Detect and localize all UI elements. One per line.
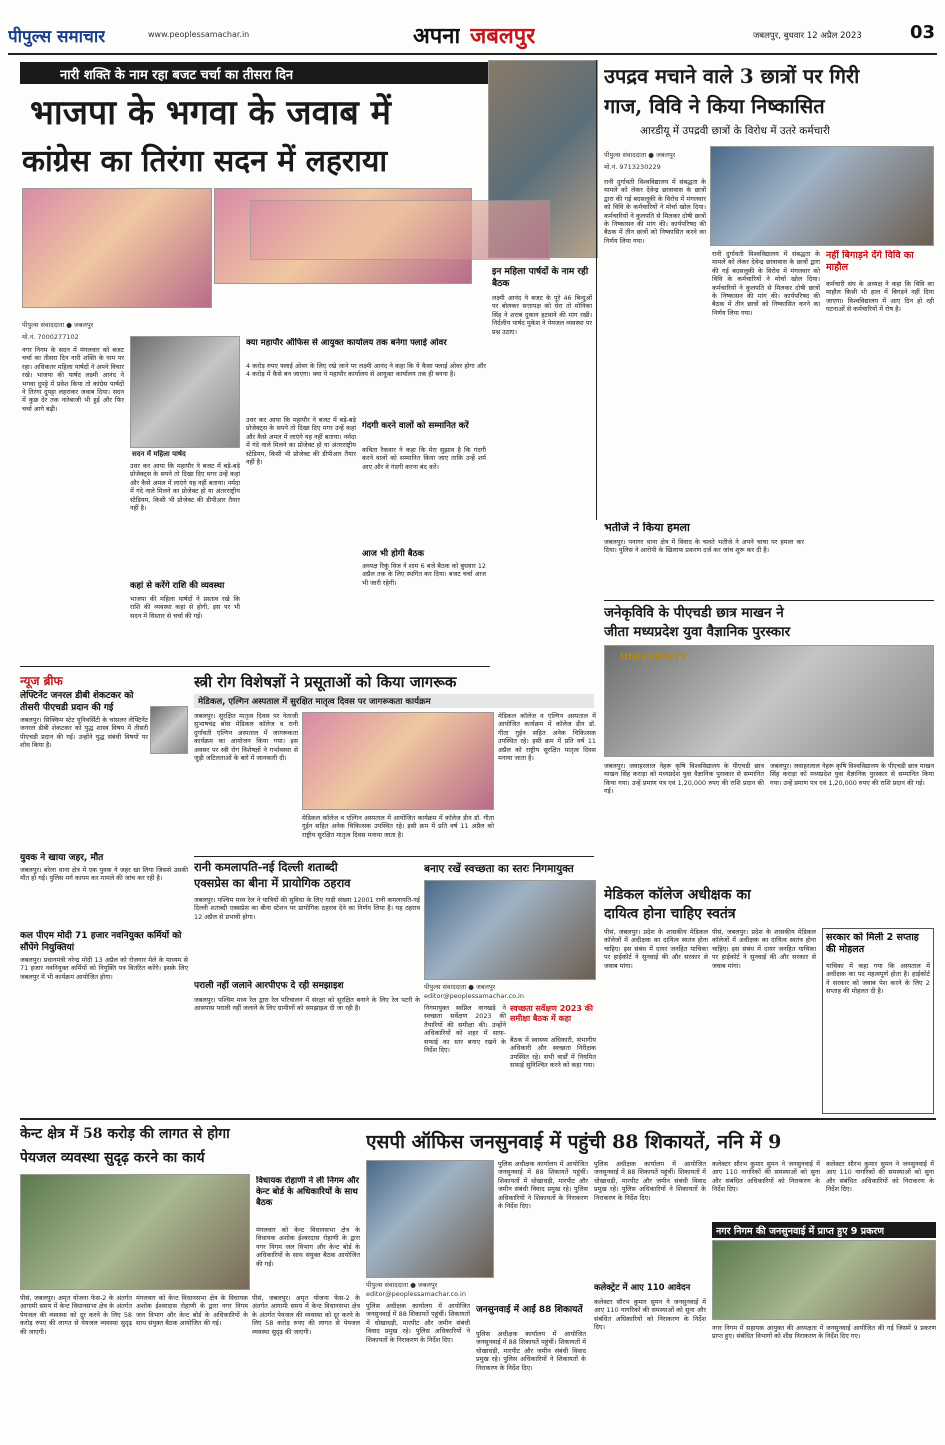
clean-credit: पीपुल्स संवाददाता ● जबलपुर [424, 983, 496, 991]
sp-email[interactable]: editor@peoplessamachar.co.in [366, 1290, 466, 1298]
budget-mobile: मो.नं. 7000277102 [22, 333, 79, 341]
budget-col2-body: उधर कर आया कि महापौर ने बजट में बड़े-बड़े प्रोजेक्ट्स के सपने तो दिखा दिए मगर उन्हें कहां और कैसे अमल में लाएंगे यह नहीं बताया। नर्मदा में गंदे नाले मिलने का प्रोजेक्ट हो या अंतरराष्ट्रीय स्टेडियम, किसी भी प्रोजेक्ट की डीपीआर तैयार नहीं है। [130, 462, 240, 513]
health-body-right: मेडिकल कॉलेज व एल्गिन अस्पताल में आयोजित कार्यक्रम में कॉलेज डीन डॉ. गीता गुईन सहित अनेक चिकित्सक उपस्थित रहे। इसी क्रम में प्रति वर्ष 11 अप्रैल को राष्ट्रीय सुरक्षित मातृत्व दिवस मनाया जाता है। [498, 712, 596, 763]
budget-body: नगर निगम के सदन में मंगलवार को बजट चर्चा का तीसरा दिन नारी शक्ति के नाम पर रहा। अधिकतर महिला पार्षदों ने अपने विचार रखे। भाजपा की पार्षद लक्ष्मी आनंद ने भगवा दुपट्टे में प्रवेश किया तो कांग्रेस पार्षदों ने तिरंगा दुपट्टा लहराकर जवाब दिया। सदन में कुछ देर तक नारेबाजी भी हुई और फिर चर्चा आगे बढ़ी। [22, 346, 124, 413]
health-deck: मेडिकल, एल्गिन अस्पताल में सुरक्षित मातृत्व दिवस पर जागरूकता कार्यक्रम [198, 697, 431, 707]
train-sub-body: जबलपुर। पश्चिम मध्य रेल द्वारा रेल परिचालन में संरक्षा को सुरक्षित बनाने के लिए रेल पटरी के आसपास पराली नहीं जलाने के लिए ग्रामीणों को समझाइश दी जा रही है। [194, 996, 420, 1013]
train-sub: पराली नहीं जलाने आरपीएफ दे रही समझाइश [194, 981, 344, 991]
phd-headline-1: जनेकृविवि के पीएचडी छात्र माखन ने [604, 605, 784, 621]
newsbrief-rule [20, 666, 490, 667]
sp-headline: एसपी ऑफिस जनसुनवाई में पहुंची 88 शिकायतें, ननि में 9 [366, 1131, 782, 1153]
budget-sub2-body: भाजपा की महिला पार्षदों ने प्रस्ताव रखे कि राशि की व्यवस्था कहां से होगी, इस पर भी सदन में विस्तार से चर्चा की गई। [130, 595, 240, 620]
sp-sub2-body: कलेक्टर सौरभ कुमार सुमन ने जनसुनवाई में आए 110 नागरिकों की समस्याओं को सुना और संबंधित अधिकारियों को निराकरण के निर्देश दिए। [594, 1298, 706, 1332]
nn-box-title: नगर निगम की जनसुनवाई में प्राप्त हुए 9 प्रकरण [716, 1226, 885, 1237]
sp-sub2: कलेक्ट्रेट में आए 110 आवेदन [594, 1283, 691, 1293]
cantt-headline-2: पेयजल व्यवस्था सुदृढ़ करने का कार्य [20, 1150, 205, 1166]
newsbrief-title-1: लेफ्टिनेंट जनरल डीबी शेकटकर को तीसरी पीएचडी प्रदान की गई [20, 691, 134, 713]
newsbrief-body-1: जबलपुर। सिक्किम स्टेट यूनिवर्सिटी के चांसलर लेफ्टिनेंट जनरल डीबी शेकटकर को युद्ध शास्त्र विषय में तीसरी पीएचडी प्रदान की गई। उन्होंने युद्ध संबंधी विषयों पर शोध किया है। [20, 716, 148, 750]
phd-body-2: जबलपुर। जवाहरलाल नेहरू कृषि विश्वविद्यालय के पीएचडी छात्र माखन सिंह कराड़ा को मध्यप्रदेश युवा वैज्ञानिक पुरस्कार से सम्मानित किया गया। उन्हें प्रमाण पत्र एवं 1,20,000 रुपए की राशि प्रदान की गई। [770, 762, 934, 787]
newsbrief-title-2: युवक ने खाया जहर, मौत [20, 853, 104, 863]
newsbrief-title-3: कल पीएम मोदी 71 हजार नवनियुक्त कर्मियों को सौंपेंगे नियुक्तियां [20, 931, 182, 953]
students-credit: पीपुल्स संवाददाता ● जबलपुर [604, 151, 676, 159]
students-body-col2: रानी दुर्गावती विश्वविद्यालय में संबद्धता के मामले को लेकर देवेन्द्र छात्रावास के छात्रों द्वारा की गई बदसलूकी के विरोध में मंगलवार को विवि के कर्मचारियों ने मोर्चा खोल दिया। कर्मचारियों ने कुलपति से मिलकर दोषी छात्रों के निष्कासन की मांग की। कार्यपरिषद की बैठक में तीन छात्रों को निष्कासित करने का निर्णय लिया गया। [712, 250, 820, 317]
newsbrief-label: न्यूज ब्रीफ [20, 674, 63, 688]
students-body: रानी दुर्गावती विश्वविद्यालय में संबद्धता के मामले को लेकर देवेन्द्र छात्रावास के छात्रों द्वारा की गई बदसलूकी के विरोध में मंगलवार को विवि के कर्मचारियों ने मोर्चा खोल दिया। कर्मचारियों ने कुलपति से मिलकर दोषी छात्रों के निष्कासन की मांग की। कार्यपरिषद की बैठक में तीन छात्रों को निष्कासित करने का निर्णय लिया गया। [604, 178, 706, 245]
cantt-side-body: मंगलवार को केन्ट विधानसभा क्षेत्र के विधायक अशोक ईश्वरदास रोहाणी के द्वारा नगर निगम जल विभाग और केन्ट बोर्ड के अधिकारियों के साथ संयुक्त बैठक आयोजित की गई। [256, 1226, 360, 1268]
photographer-caption: सदन में महिला पार्षद [132, 450, 186, 458]
medical-body-2: पीसं, जबलपुर। प्रदेश के शासकीय मेडिकल कॉलेजों में अधीक्षक का दायित्व स्वतंत्र होना चाहिए। इस संबंध में दायर जनहित याचिका पर हाईकोर्ट ने सुनवाई की और सरकार से जवाब मांगा। [712, 928, 816, 970]
budget-sub2: कहां से करेंगे राशि की व्यवस्था [130, 581, 225, 591]
photographer-photo [130, 336, 240, 448]
clean-sub: स्वच्छता सर्वेक्षण 2023 की समीक्षा बैठक में कहा [510, 1004, 593, 1023]
budget-col3-body: उधर कर आया कि महापौर ने बजट में बड़े-बड़े प्रोजेक्ट्स के सपने तो दिखा दिए मगर उन्हें कहां और कैसे अमल में लाएंगे यह नहीं बताया। नर्मदा में गंदे नाले मिलने का प्रोजेक्ट हो या अंतरराष्ट्रीय स्टेडियम, किसी भी प्रोजेक्ट की डीपीआर तैयार नहीं है। [246, 416, 356, 467]
sp-photo [366, 1160, 494, 1278]
medical-body: पीसं, जबलपुर। प्रदेश के शासकीय मेडिकल कॉलेजों में अधीक्षक का दायित्व स्वतंत्र होना चाहिए। इस संबंध में दायर जनहित याचिका पर हाईकोर्ट ने सुनवाई की और सरकार से जवाब मांगा। [604, 928, 708, 970]
students-photo-main [710, 146, 934, 246]
column-divider [596, 60, 597, 520]
budget-headline-2: कांग्रेस का तिरंगा सदन में लहराया [22, 144, 388, 179]
students-box-body: कर्मचारी संघ के अध्यक्ष ने कहा कि विवि का माहौल किसी भी हाल में बिगड़ने नहीं दिया जाएगा। विश्वविद्यालय में आए दिन हो रही घटनाओं से कर्मचारियों में रोष है। [826, 280, 934, 314]
sp-col4-body: कलेक्टर सौरभ कुमार सुमन ने जनसुनवाई में आए 110 नागरिकों की समस्याओं को सुना और संबंधित अधिकारियों को निराकरण के निर्देश दिए। [712, 1160, 820, 1194]
clean-photo [424, 880, 596, 980]
budget-photo-strip [250, 200, 550, 260]
masthead-website[interactable]: www.peoplessamachar.in [148, 30, 250, 39]
newsbrief-body-3: जबलपुर। प्रधानमंत्री नरेन्द्र मोदी 13 अप्रैल को रोजगार मेले के माध्यम से 71 हजार नवनियुक्त कर्मियों को नियुक्ति पत्र वितरित करेंगे। इसके लिए जबलपुर में भी कार्यक्रम आयोजित होगा। [20, 956, 188, 981]
mayor-body: लक्ष्मी आनंद ने बजट के पूरे 46 बिन्दुओं पर बोलकर सत्तापक्ष को घेरा तो मोनिका सिंह ने शराब दुकान हटवाने की मांग रखी। निर्दलीय पार्षद मुकेश ने पेयजल व्यवस्था पर प्रश्न उठाए। [492, 294, 592, 336]
section-label-b: जबलपुर [470, 23, 536, 49]
clean-headline: बनाए रखें स्वच्छता का स्तरः निगमायुक्त [424, 863, 574, 875]
budget-sub1-body: 4 करोड़ रुपए फ्लाई ओवर के लिए रखे जाने पर लक्ष्मी आनंद ने कहा कि ये कैसा फ्लाई ओवर होगा और 4 करोड़ में कैसे बन जाएगा। क्या ये महापौर कार्यालय से आयुक्त कार्यालय तक ही बनना है। [246, 362, 486, 379]
budget-credit: पीपुल्स संवाददाता ● जबलपुर [22, 321, 94, 329]
students-mobile: मो.नं. 9713230229 [604, 163, 661, 171]
budget-sub3: गंदगी करने वालों को सम्मानित करें [362, 421, 469, 431]
budget-headline-1: भाजपा के भगवा के जवाब में [30, 93, 391, 133]
cantt-body-3: पीसं, जबलपुर। अमृत योजना फेस-2 के अंतर्गत आगामी समय में केन्ट विधानसभा क्षेत्र के अंतर्गत पेयजल की व्यवस्था को दूर करने के लिए 58 करोड़ रुपए की लागत से पेयजल व्यवस्था सुदृढ़ की जाएगी। [252, 1294, 360, 1336]
medical-headline-2: दायित्व होना चाहिए स्वतंत्र [604, 906, 736, 922]
budget-photo-left [22, 188, 212, 308]
train-headline-2: एक्सप्रेस का बीना में प्रायोगिक ठहराव [194, 876, 351, 890]
students-headline-1: उपद्रव मचाने वाले 3 छात्रों पर गिरी [604, 64, 860, 88]
budget-sub4-body: अध्यक्ष रिकुं विज ने शाम 6 बजे बैठक को बुधवार 12 अप्रैल तक के लिए स्थगित कर दिया। बजट चर्चा आज भी जारी रहेगी। [362, 562, 486, 587]
clean-body-2: बैठक में स्वास्थ्य अधिकारी, संभागीय अधिकारी और स्वच्छता निरीक्षक उपस्थित रहे। सभी वार्डों में नियमित सफाई सुनिश्चित करने को कहा गया। [510, 1036, 596, 1070]
phd-banner: UNIVERSITY [620, 652, 688, 663]
health-photo [302, 712, 494, 810]
train-body: जबलपुर। पश्चिम मध्य रेल ने यात्रियों की सुविधा के लिए गाड़ी संख्या 12001 रानी कमलापति-नई दिल्ली शताब्दी एक्सप्रेस का बीना स्टेशन पर प्रायोगिक ठहराव देने का निर्णय लिया है। यह ठहराव 12 अप्रैल से प्रभावी होगा। [194, 896, 420, 921]
medical-headline-1: मेडिकल कॉलेज अधीक्षक का [604, 887, 751, 903]
clean-email[interactable]: editor@peoplessamachar.co.in [424, 992, 524, 1000]
budget-sub4: आज भी होगी बैठक [362, 549, 425, 559]
cantt-headline-1: केन्ट क्षेत्र में 58 करोड़ की लागत से होगा [20, 1126, 230, 1142]
sp-col3-body: पुलिस अधीक्षक कार्यालय में आयोजित जनसुनवाई में 88 शिकायतें पहुंचीं। शिकायतों में धोखाधड़ी, मारपीट और जमीन संबंधी विवाद प्रमुख रहे। पुलिस अधिकारियों ने शिकायतों के निराकरण के निर्देश दिए। [594, 1160, 706, 1202]
mayor-caption: इन महिला पार्षदों के नाम रही बैठक [492, 267, 589, 289]
nn-body: नगर निगम में सहायक आयुक्त की अध्यक्षता में जनसुनवाई आयोजित की गई जिसमें 9 प्रकरण प्राप्त हुए। संबंधित विभागों को शीघ्र निराकरण के निर्देश दिए गए। [712, 1324, 936, 1341]
budget-sub3-body: कविता रैकवार ने कहा कि मेरा सुझाव है कि गंदगी करने वालों को सम्मानित किया जाए ताकि उन्हें शर्म आए और वे गंदगी करना बंद करें। [362, 446, 486, 471]
masthead-rule [8, 53, 937, 55]
health-body-under: मेडिकल कॉलेज व एल्गिन अस्पताल में आयोजित कार्यक्रम में कॉलेज डीन डॉ. गीता गुईन सहित अनेक चिकित्सक उपस्थित रहे। इसी क्रम में प्रति वर्ष 11 अप्रैल को राष्ट्रीय सुरक्षित मातृत्व दिवस मनाया जाता है। [302, 814, 494, 839]
dateline: जबलपुर, बुधवार 12 अप्रैल 2023 [753, 31, 862, 41]
bottom-rule [20, 1118, 936, 1120]
newsbrief-body-2: जबलपुर। बरेला थाना क्षेत्र में एक युवक ने जहर खा लिया जिससे उसकी मौत हो गई। पुलिस मर्ग कायम कर मामले की जांच कर रही है। [20, 866, 188, 883]
students-deck: आरडीयू में उपद्रवी छात्रों के विरोध में उतरे कर्मचारी [640, 125, 831, 137]
sp-sub: जनसुनवाई में आईं 88 शिकायतें [476, 1305, 583, 1315]
section-label-a: अपना [413, 23, 461, 49]
budget-sub1: क्या महापौर ऑफिस से आयुक्त कार्यालय तक बनेगा फ्लाई ओवर [246, 338, 447, 348]
phd-headline-2: जीता मध्यप्रदेश युवा वैज्ञानिक पुरस्कार [604, 624, 791, 640]
students-box-title: नहीं बिगाड़ने देंगे विवि का माहौल [826, 250, 914, 273]
sp-body-2: पुलिस अधीक्षक कार्यालय में आयोजित जनसुनवाई में 88 शिकायतें पहुंचीं। शिकायतों में धोखाधड़ी, मारपीट और जमीन संबंधी विवाद प्रमुख रहे। पुलिस अधिकारियों ने शिकायतों के निराकरण के निर्देश दिए। [498, 1160, 588, 1211]
masthead [8, 18, 937, 52]
sp-col5-body: कलेक्टर सौरभ कुमार सुमन ने जनसुनवाई में आए 110 नागरिकों की समस्याओं को सुना और संबंधित अधिकारियों को निराकरण के निर्देश दिए। [826, 1160, 934, 1194]
health-headline: स्त्री रोग विशेषज्ञों ने प्रसूताओं को किया जागरूक [194, 673, 457, 691]
page-number: 03 [910, 22, 936, 43]
sp-credit: पीपुल्स संवाददाता ● जबलपुर [366, 1281, 438, 1289]
cantt-body: पीसं, जबलपुर। अमृत योजना फेस-2 के अंतर्गत आगामी समय में केन्ट विधानसभा क्षेत्र के अंतर्गत पेयजल की व्यवस्था को दूर करने के लिए 58 करोड़ रुपए की लागत से पेयजल व्यवस्था सुदृढ़ की जाएगी। [20, 1294, 132, 1336]
sp-body: पुलिस अधीक्षक कार्यालय में आयोजित जनसुनवाई में 88 शिकायतें पहुंचीं। शिकायतों में धोखाधड़ी, मारपीट और जमीन संबंधी विवाद प्रमुख रहे। पुलिस अधिकारियों ने शिकायतों के निराकरण के निर्देश दिए। [366, 1302, 470, 1344]
clean-body: निगमायुक्त स्वप्निल वानखड़े ने स्वच्छता सर्वेक्षण 2023 की तैयारियों की समीक्षा की। उन्होंने अधिकारियों को शहर में साफ-सफाई का स्तर बनाए रखने के निर्देश दिए। [424, 1004, 506, 1055]
masthead-logo: पीपुल्स समाचार [8, 27, 106, 47]
cantt-body-2: मंगलवार को केन्ट विधानसभा क्षेत्र के विधायक अशोक ईश्वरदास रोहाणी के द्वारा नगर निगम जल विभाग और केन्ट बोर्ड के अधिकारियों के साथ संयुक्त बैठक आयोजित की गई। [136, 1294, 248, 1328]
cantt-photo [20, 1174, 250, 1290]
cantt-side: विधायक रोहाणी ने ली निगम और केन्ट बोर्ड के अधिकारियों के साथ बैठक [256, 1176, 359, 1208]
students-headline-2: गाज, विवि ने किया निष्कासित [604, 94, 825, 118]
nn-photo [712, 1240, 936, 1320]
train-rule [194, 856, 594, 857]
phd-body: जबलपुर। जवाहरलाल नेहरू कृषि विश्वविद्यालय के पीएचडी छात्र माखन सिंह कराड़ा को मध्यप्रदेश युवा वैज्ञानिक पुरस्कार से सम्मानित किया गया। उन्हें प्रमाण पत्र एवं 1,20,000 रुपए की राशि प्रदान की गई। [604, 762, 764, 796]
sp-sub-body: पुलिस अधीक्षक कार्यालय में आयोजित जनसुनवाई में 88 शिकायतें पहुंचीं। शिकायतों में धोखाधड़ी, मारपीट और जमीन संबंधी विवाद प्रमुख रहे। पुलिस अधिकारियों ने शिकायतों के निराकरण के निर्देश दिए। [476, 1330, 586, 1372]
newsbrief-photo [150, 706, 188, 754]
medical-box-title: सरकार को मिली 2 सप्ताह की मोहलत [826, 932, 919, 955]
attack-body: जबलपुर। पनागर थाना क्षेत्र में विवाद के चलते भतीजे ने अपने चाचा पर हमला कर दिया। पुलिस ने आरोपी के खिलाफ प्रकरण दर्ज कर जांच शुरू कर दी है। [604, 538, 804, 555]
train-headline-1: रानी कमलापति-नई दिल्ली शताब्दी [194, 860, 338, 874]
budget-kicker: नारी शक्ति के नाम रहा बजट चर्चा का तीसरा दिन [60, 68, 294, 83]
medical-box-body: याचिका में कहा गया कि अस्पताल में अधीक्षक का पद महत्वपूर्ण होता है। हाईकोर्ट ने सरकार को जवाब पेश करने के लिए 2 सप्ताह की मोहलत दी है। [826, 962, 930, 996]
attack-title: भतीजे ने किया हमला [604, 522, 690, 534]
attack-rule [604, 600, 934, 601]
health-body: जबलपुर। सुरक्षित मातृत्व दिवस पर नेताजी सुभाषचंद्र बोस मेडिकल कॉलेज व रानी दुर्गावती एल्गिन अस्पताल में जागरूकता कार्यक्रम का आयोजन किया गया। इस अवसर पर स्त्री रोग विशेषज्ञों ने गर्भावस्था से जुड़ी जटिलताओं के बारे में जानकारी दी। [194, 712, 298, 763]
